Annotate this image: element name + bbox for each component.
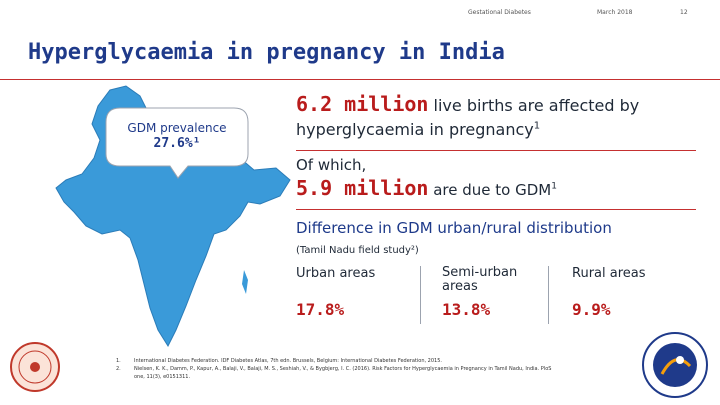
- stat1-big: 6.2 million: [296, 92, 429, 116]
- stat1-line2: [296, 120, 540, 139]
- column-divider-2: [548, 266, 549, 324]
- urban-value: 17.8%: [296, 300, 345, 319]
- urban-label: Urban areas: [296, 266, 376, 281]
- column-divider-1: [420, 266, 421, 324]
- stat1-text-a: live births are affected by: [428, 96, 640, 115]
- section-divider-2: [296, 209, 696, 210]
- stat2-big: 5.9 million: [296, 176, 429, 200]
- gdm-prevalence-label: GDM prevalence: [127, 121, 227, 135]
- programme-logo: [640, 330, 710, 400]
- stat1-sup: 1: [533, 120, 541, 132]
- semi-urban-label: Semi-urban areas: [442, 265, 518, 294]
- stat2-sup: 1: [551, 181, 557, 192]
- state-emblem-logo: [8, 340, 62, 398]
- gdm-prevalence-value: 27.6%¹: [153, 136, 201, 151]
- footnote-num-2: 2.: [116, 366, 121, 372]
- header-date: March 2018: [597, 9, 633, 16]
- urban-rural-subheading: (Tamil Nadu field study²): [296, 245, 419, 256]
- page-title: Hyperglycaemia in pregnancy in India: [28, 40, 505, 65]
- title-underline: [0, 79, 720, 80]
- stat2-text: are due to GDM: [428, 181, 552, 199]
- rural-value: 9.9%: [572, 300, 611, 319]
- footnote-text-1: International Diabetes Federation. IDF Diabetes Atlas, 7th edn. Brussels, Belgium: International Diabetes Federation, 2015.: [134, 358, 442, 364]
- page-number: 12: [680, 9, 688, 16]
- section-divider-1: [296, 150, 696, 151]
- stat1-text-b: hyperglycaemia in pregnancy: [296, 120, 534, 139]
- stat1-line1: [296, 92, 639, 116]
- footnote-num-1: 1.: [116, 358, 121, 364]
- footnote-text-2: Nielsen, K. K., Damm, P., Kapur, A., Balaji, V., Balaji, M. S., Seshiah, V., & Bygbjerg, I. C. (2016). Risk Factors for Hyperglycaemia in Pregnancy in Tamil Nadu, India. PloS one, 11(3), e0151311.: [134, 366, 552, 380]
- stat2-line: [296, 176, 557, 200]
- urban-rural-heading: Difference in GDM urban/rural distribution: [296, 219, 612, 237]
- header-subtitle: Gestational Diabetes: [468, 9, 531, 16]
- semi-urban-value: 13.8%: [442, 300, 491, 319]
- stat2-lead: Of which,: [296, 156, 367, 174]
- rural-label: Rural areas: [572, 266, 646, 281]
